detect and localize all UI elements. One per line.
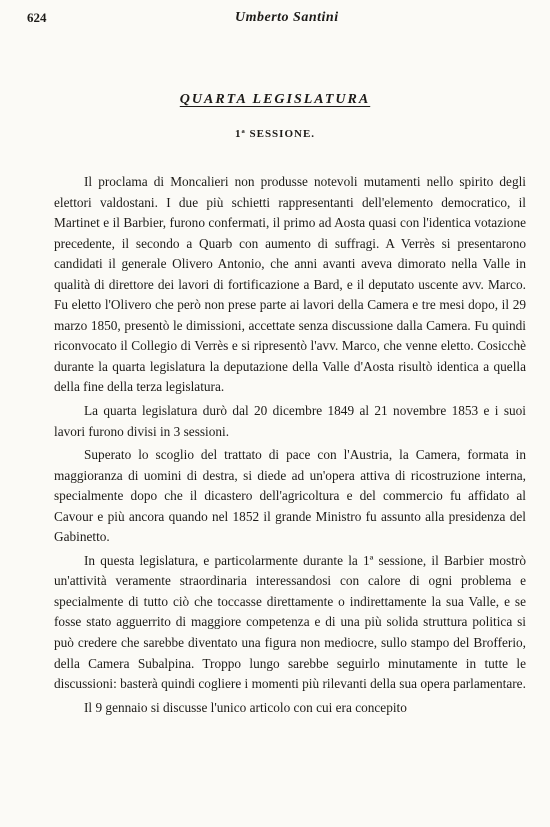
- paragraph: Superato lo scoglio del trattato di pace con l'Austria, la Camera, formata in maggioranza di uomini di destra, si diede ad un'opera attiva di ricostruzione interna, specialmente dopo che il dicastero dell'agricoltura e del commercio fu affidato al Cavour e più ancora quando nel 1852 il grande Ministro fu assunto alla presidenza del Gabinetto.: [54, 447, 526, 545]
- body-text: [54, 172, 526, 718]
- paragraph: Il 9 gennaio si discusse l'unico articolo con cui era concepito: [84, 699, 407, 715]
- session-subtitle: 1ª SESSIONE.: [234, 128, 316, 140]
- paragraph: Il proclama di Moncalieri non produsse notevoli mutamenti nello spirito degli elettori valdostani. I due più schietti rappresentanti dell'elemento democratico, il Martinet e il Barbier, furono confermati, il primo ad Aosta quasi con l'identica votazione precedente, il secondo a Quarb con aumento di suffragi. A Verrès si presentarono candidati il generale Olivero Antonio, che anni avanti aveva dimorato nella Valle in qualità di direttore dei lavori di fortificazione a Bard, e il deputato uscente avv. Marco. Fu eletto l'Olivero che però non prese parte ai lavori della Camera e tre mesi dopo, il 29 marzo 1850, presentò le dimissioni, accettate senza discussione dalla Camera. Fu quindi riconvocato il Collegio di Verrès e si ripresentò l'avv. Marco, che venne eletto. Cosicchè durante la quarta legislatura la deputazione della Valle d'Aosta risultò identica a quella della fine della terza legislatura.: [54, 174, 526, 395]
- page-number: 624: [27, 10, 47, 25]
- paragraph: In questa legislatura, e particolarmente durante la 1ª sessione, il Barbier mostrò un'attività veramente straordinaria interessandosi con calore di ogni problema e specialmente di tutto ciò che toccasse direttamente o indirettamente la sua Valle, e se fosse stato agguerrito di maggiore competenza e di una più solida struttura politica si può credere che sarebbe diventato una figura non mediocre, sullo stampo del Brofferio, della Camera Subalpina. Troppo lungo sarebbe seguirlo minutamente in tutte le discussioni: basterà quindi cogliere i momenti più rilevanti della sua opera parlamentare.: [54, 552, 526, 692]
- page-header: [0, 6, 550, 28]
- paragraph: La quarta legislatura durò dal 20 dicembre 1849 al 21 novembre 1853 e i suoi lavori furono divisi in 3 sessioni.: [54, 403, 526, 439]
- chapter-title: QUARTA LEGISLATURA: [179, 92, 371, 107]
- running-head: Umberto Santini: [235, 10, 339, 25]
